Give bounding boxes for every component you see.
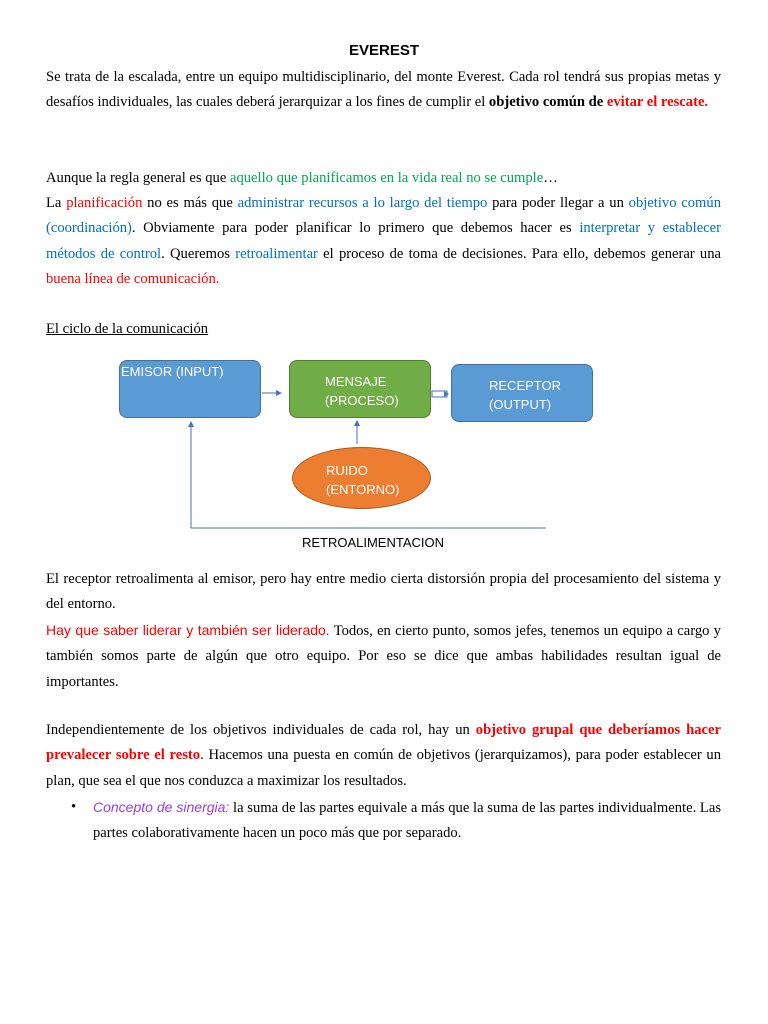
group-bold-red: objetivo grupal que deberíamos hacer prevalecer sobre el resto [46, 722, 721, 764]
document-title: EVEREST [348, 42, 420, 59]
intro-bold: objetivo común de [488, 94, 604, 111]
intro-text: Se trata de la escalada, entre un equipo multidisciplinario, del monte Everest. Cada rol tendrá sus propias metas y desafíos individuales, las cuales deberá jerarquizar a los fines de cumplir el [46, 69, 721, 111]
leadership-red: Hay que saber liderar y también ser liderado. [46, 622, 330, 638]
ruido-ellipse [292, 447, 431, 509]
planning-text-2: no es más que [142, 195, 238, 211]
planning-paragraph [46, 191, 721, 292]
mensaje-label-1: MENSAJE [325, 374, 387, 389]
feedback-label: RETROALIMENTACION [301, 535, 445, 550]
emisor-label: EMISOR (INPUT) [121, 364, 224, 379]
leadership-paragraph [46, 618, 721, 695]
planning-blue-3: interpretar y establecer métodos de control [46, 220, 721, 262]
list-item [46, 795, 721, 847]
group-text-2: . Hacemos una puesta en común de objetivos (jerarquizamos), para poder establecer un plan, que sea el que nos conduzca a maximizar los resultados. [46, 747, 722, 789]
planning-blue-4: retroalimentar [235, 245, 318, 262]
communication-cycle-diagram [0, 340, 768, 570]
ruido-label-2: (ENTORNO) [326, 482, 400, 497]
planning-red-1: planificación [66, 195, 143, 211]
planning-blue-2: objetivo común (coordinación) [46, 195, 721, 237]
mensaje-box [289, 360, 431, 418]
rule-prefix: Aunque la regla general es que [46, 170, 230, 186]
receptor-label-2: (OUTPUT) [489, 397, 552, 412]
bullet-icon: • [71, 799, 77, 815]
rule-paragraph [46, 166, 721, 191]
intro-bold-red: evitar el rescate. [606, 94, 709, 111]
intro-paragraph [46, 65, 721, 116]
emisor-box [119, 360, 261, 418]
planning-text-4: . Obviamente para poder planificar lo primero que debemos hacer es [131, 220, 580, 237]
rule-green: aquello que planificamos en la vida real no se cumple [229, 170, 544, 186]
group-text-1: Independientemente de los objetivos individuales de cada rol, hay un [46, 722, 476, 738]
planning-red-2: buena línea de comunicación. [46, 270, 220, 287]
bullet-text: la suma de las partes equivale a más que la suma de las partes individualmente. Las partes colaborativamente hacen un poco más que por separado. [93, 800, 722, 842]
mensaje-label-2: (PROCESO) [325, 393, 399, 408]
planning-text-3: para poder llegar a un [487, 195, 629, 211]
feedback-paragraph: El receptor retroalimenta al emisor, pero hay entre medio cierta distorsión propia del procesamiento del sistema y del entorno. [46, 571, 721, 613]
leadership-text: Todos, en cierto punto, somos jefes, tenemos un equipo a cargo y también somos parte de algún que otro equipo. Por eso se dice que ambas habilidades resultan igual de importantes. [46, 623, 721, 690]
planning-text-6: el proceso de toma de decisiones. Para ello, debemos generar una [317, 245, 721, 262]
planning-text-5: . Queremos [161, 245, 236, 262]
receptor-box [451, 364, 593, 422]
rule-suffix: … [543, 170, 558, 186]
cycle-heading: El ciclo de la comunicación [46, 321, 209, 337]
group-objective-paragraph [46, 718, 721, 794]
planning-text-1: La [46, 195, 67, 211]
ruido-label-1: RUIDO [326, 463, 368, 478]
receptor-label-1: RECEPTOR [489, 378, 561, 393]
bullet-term: Concepto de sinergia: [93, 799, 230, 815]
planning-blue-1: administrar recursos a lo largo del tiempo [237, 195, 488, 211]
bullet-list [46, 795, 721, 847]
